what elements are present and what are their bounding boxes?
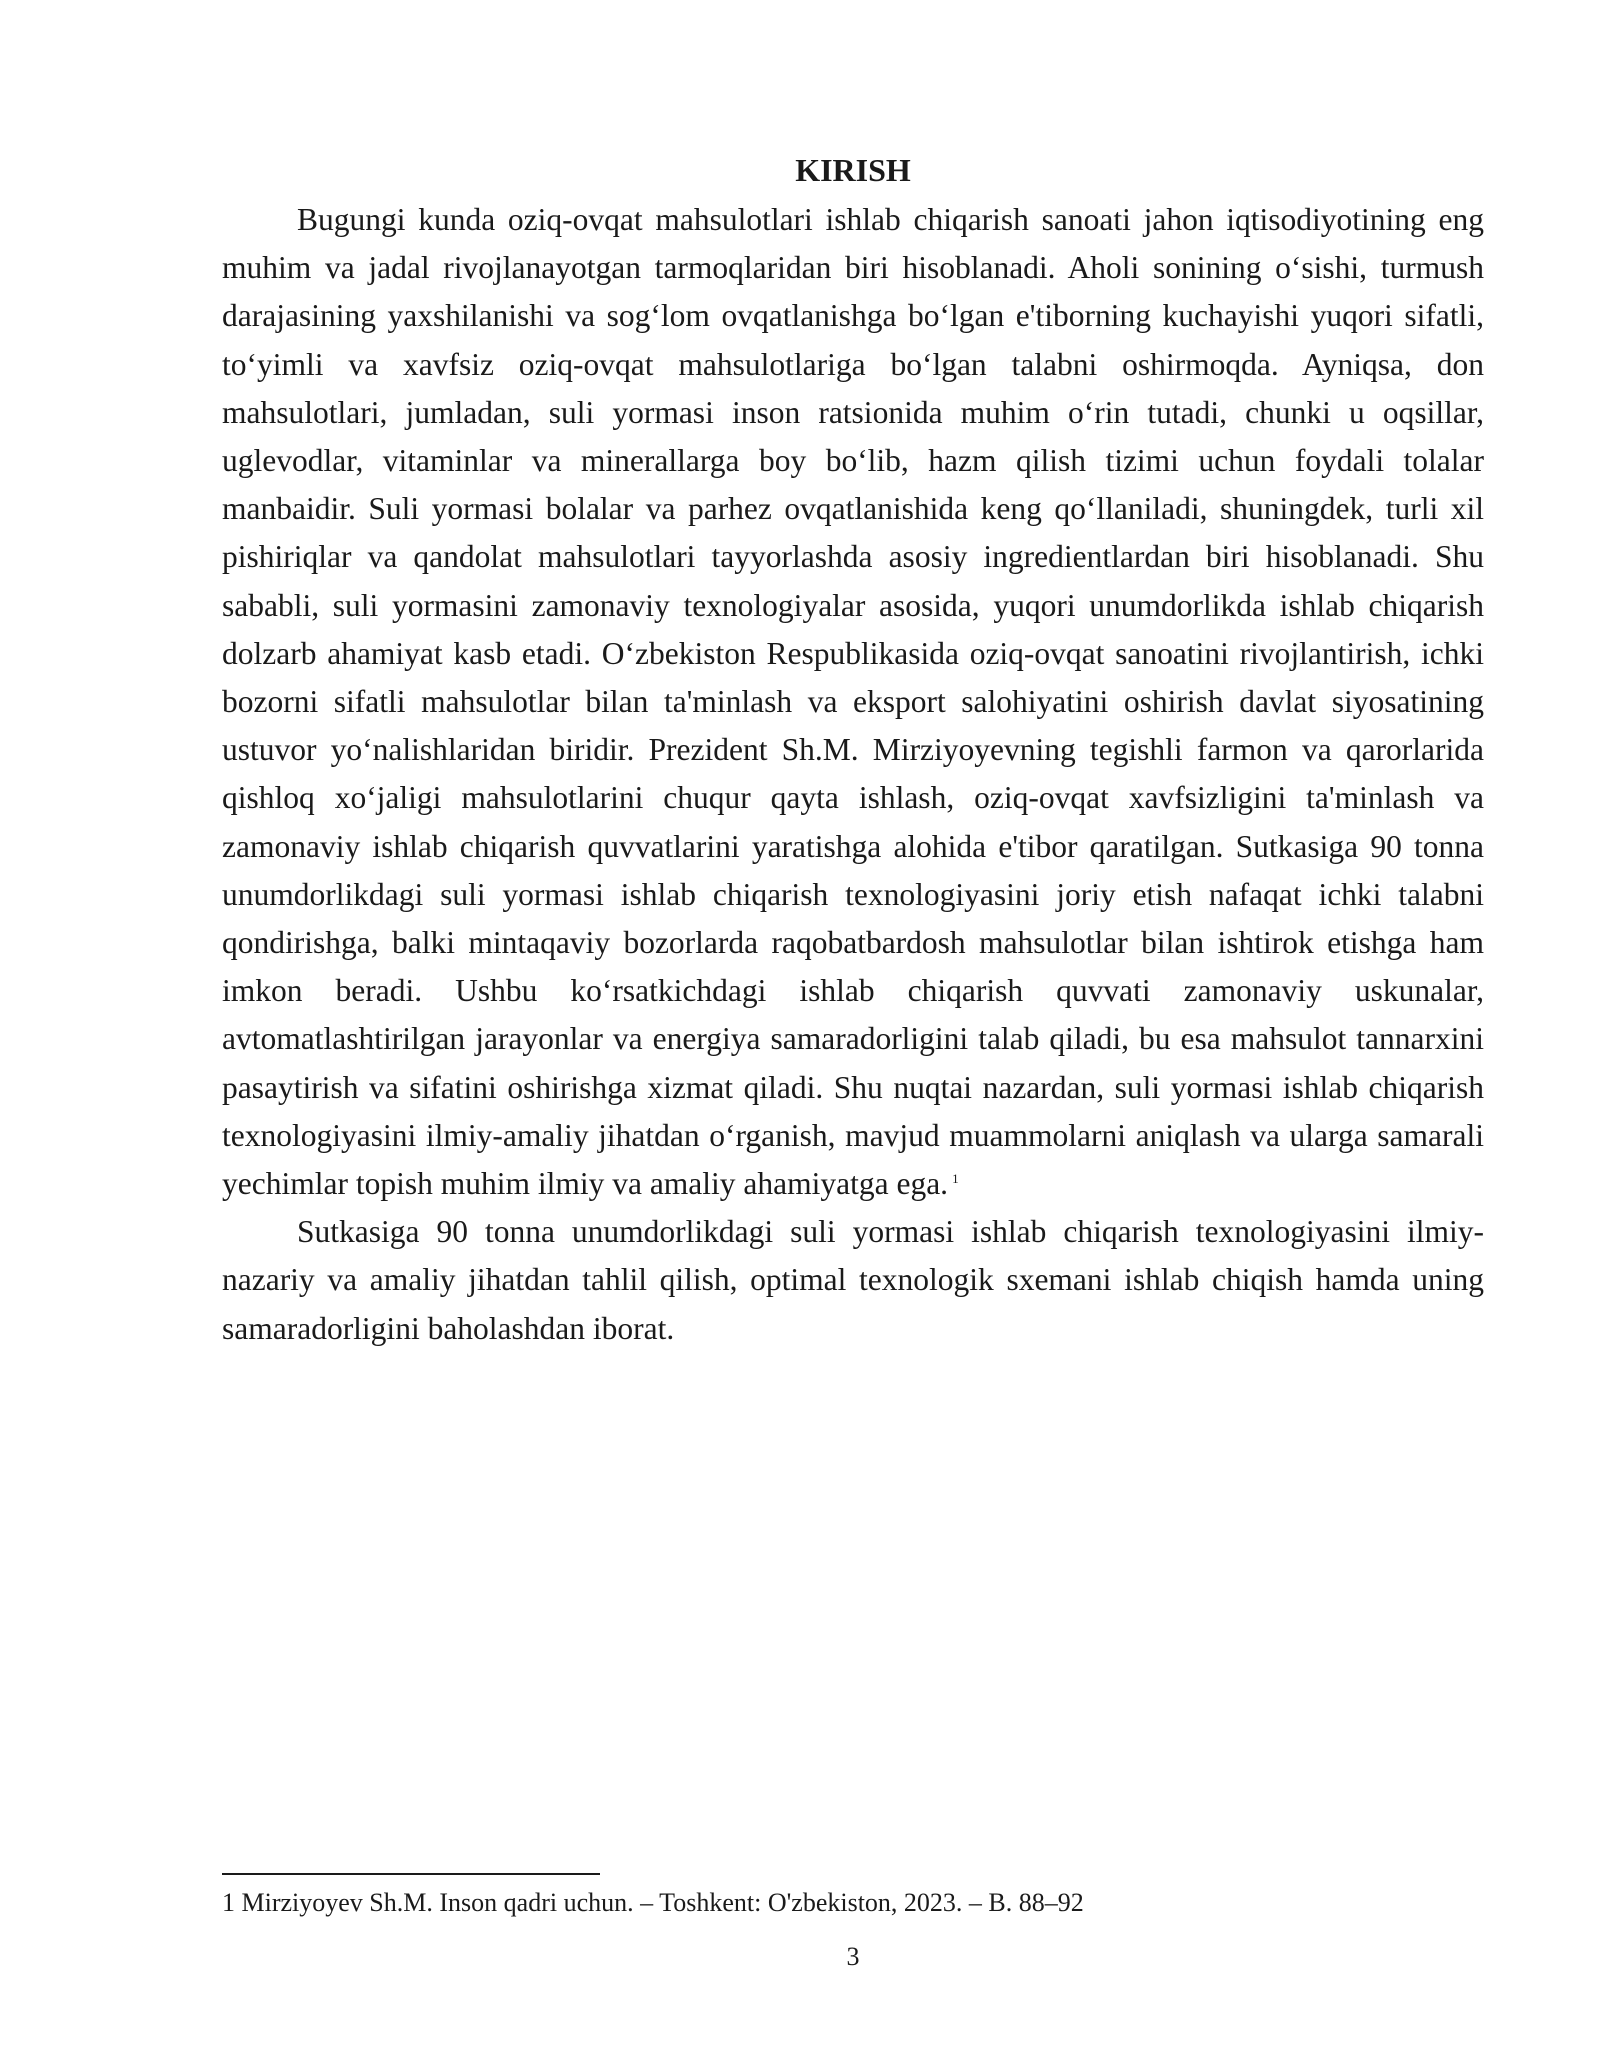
page-title: KIRISH: [795, 152, 911, 188]
page-number: 3: [846, 1942, 860, 1971]
paragraph-aim: Sutkasiga 90 tonna unumdorlikdagi suli yormasi ishlab chiqarish texnologiyasini ilmiy-nazariy va amaliy jihatdan tahlil qilish, optimal texnologik sxemani ishlab chiqish hamda uning samaradorligini baholashdan iborat.: [222, 1214, 1484, 1346]
footnote-separator: [222, 1873, 600, 1875]
document-page: [222, 0, 1484, 2070]
footnote-reference: 1: [952, 1170, 959, 1186]
footnote-text: 1 Mirziyoyev Sh.M. Inson qadri uchun. – Toshkent: O'zbekiston, 2023. – B. 88–92: [222, 1888, 1084, 1917]
paragraph-intro-text: Bugungi kunda oziq-ovqat mahsulotlari ishlab chiqarish sanoati jahon iqtisodiyotining eng muhim va jadal rivojlanayotgan tarmoqlaridan biri hisoblanadi. Aholi sonining o‘sishi, turmush darajasining yaxshilanishi va sog‘lom ovqatlanishga bo‘lgan e'tiborning kuchayishi yuqori sifatli, to‘yimli va xavfsiz oziq-ovqat mahsulotlariga bo‘lgan talabni oshirmoqda. Ayniqsa, don mahsulotlari, jumladan, suli yormasi inson ratsionida muhim o‘rin tutadi, chunki u oqsillar, uglevodlar, vitaminlar va minerallarga boy bo‘lib, hazm qilish tizimi uchun foydali tolalar manbaidir. Suli yormasi bolalar va parhez ovqatlanishida keng qo‘llaniladi, shuningdek, turli xil pishiriqlar va qandolat mahsulotlari tayyorlashda asosiy ingredientlardan biri hisoblanadi. Shu sababli, suli yormasini zamonaviy texnologiyalar asosida, yuqori unumdorlikda ishlab chiqarish dolzarb ahamiyat kasb etadi. O‘zbekiston Respublikasida oziq-ovqat sanoatini rivojlantirish, ichki bozorni sifatli mahsulotlar bilan ta'minlash va eksport salohiyatini oshirish davlat siyosatining ustuvor yo‘nalishlaridan biridir. Prezident Sh.M. Mirziyoyevning tegishli farmon va qarorlarida qishloq xo‘jaligi mahsulotlarini chuqur qayta ishlash, oziq-ovqat xavfsizligini ta'minlash va zamonaviy ishlab chiqarish quvvatlarini yaratishga alohida e'tibor qaratilgan. Sutkasiga 90 tonna unumdorlikdagi suli yormasi ishlab chiqarish texnologiyasini joriy etish nafaqat ichki talabni qondirishga, balki mintaqaviy bozorlarda raqobatbardosh mahsulotlar bilan ishtirok etishga ham imkon beradi. Ushbu ko‘rsatkichdagi ishlab chiqarish quvvati zamonaviy uskunalar, avtomatlashtirilgan jarayonlar va energiya samaradorligini talab qiladi, bu esa mahsulot tannarxini pasaytirish va sifatini oshirishga xizmat qiladi. Shu nuqtai nazardan, suli yormasi ishlab chiqarish texnologiyasini ilmiy-amaliy jihatdan o‘rganish, mavjud muammolarni aniqlash va ularga samarali yechimlar topish muhim ilmiy va amaliy ahamiyatga ega.: [222, 202, 1484, 1202]
paragraph-intro: [222, 196, 1484, 1208]
body-text: [222, 196, 1484, 1353]
